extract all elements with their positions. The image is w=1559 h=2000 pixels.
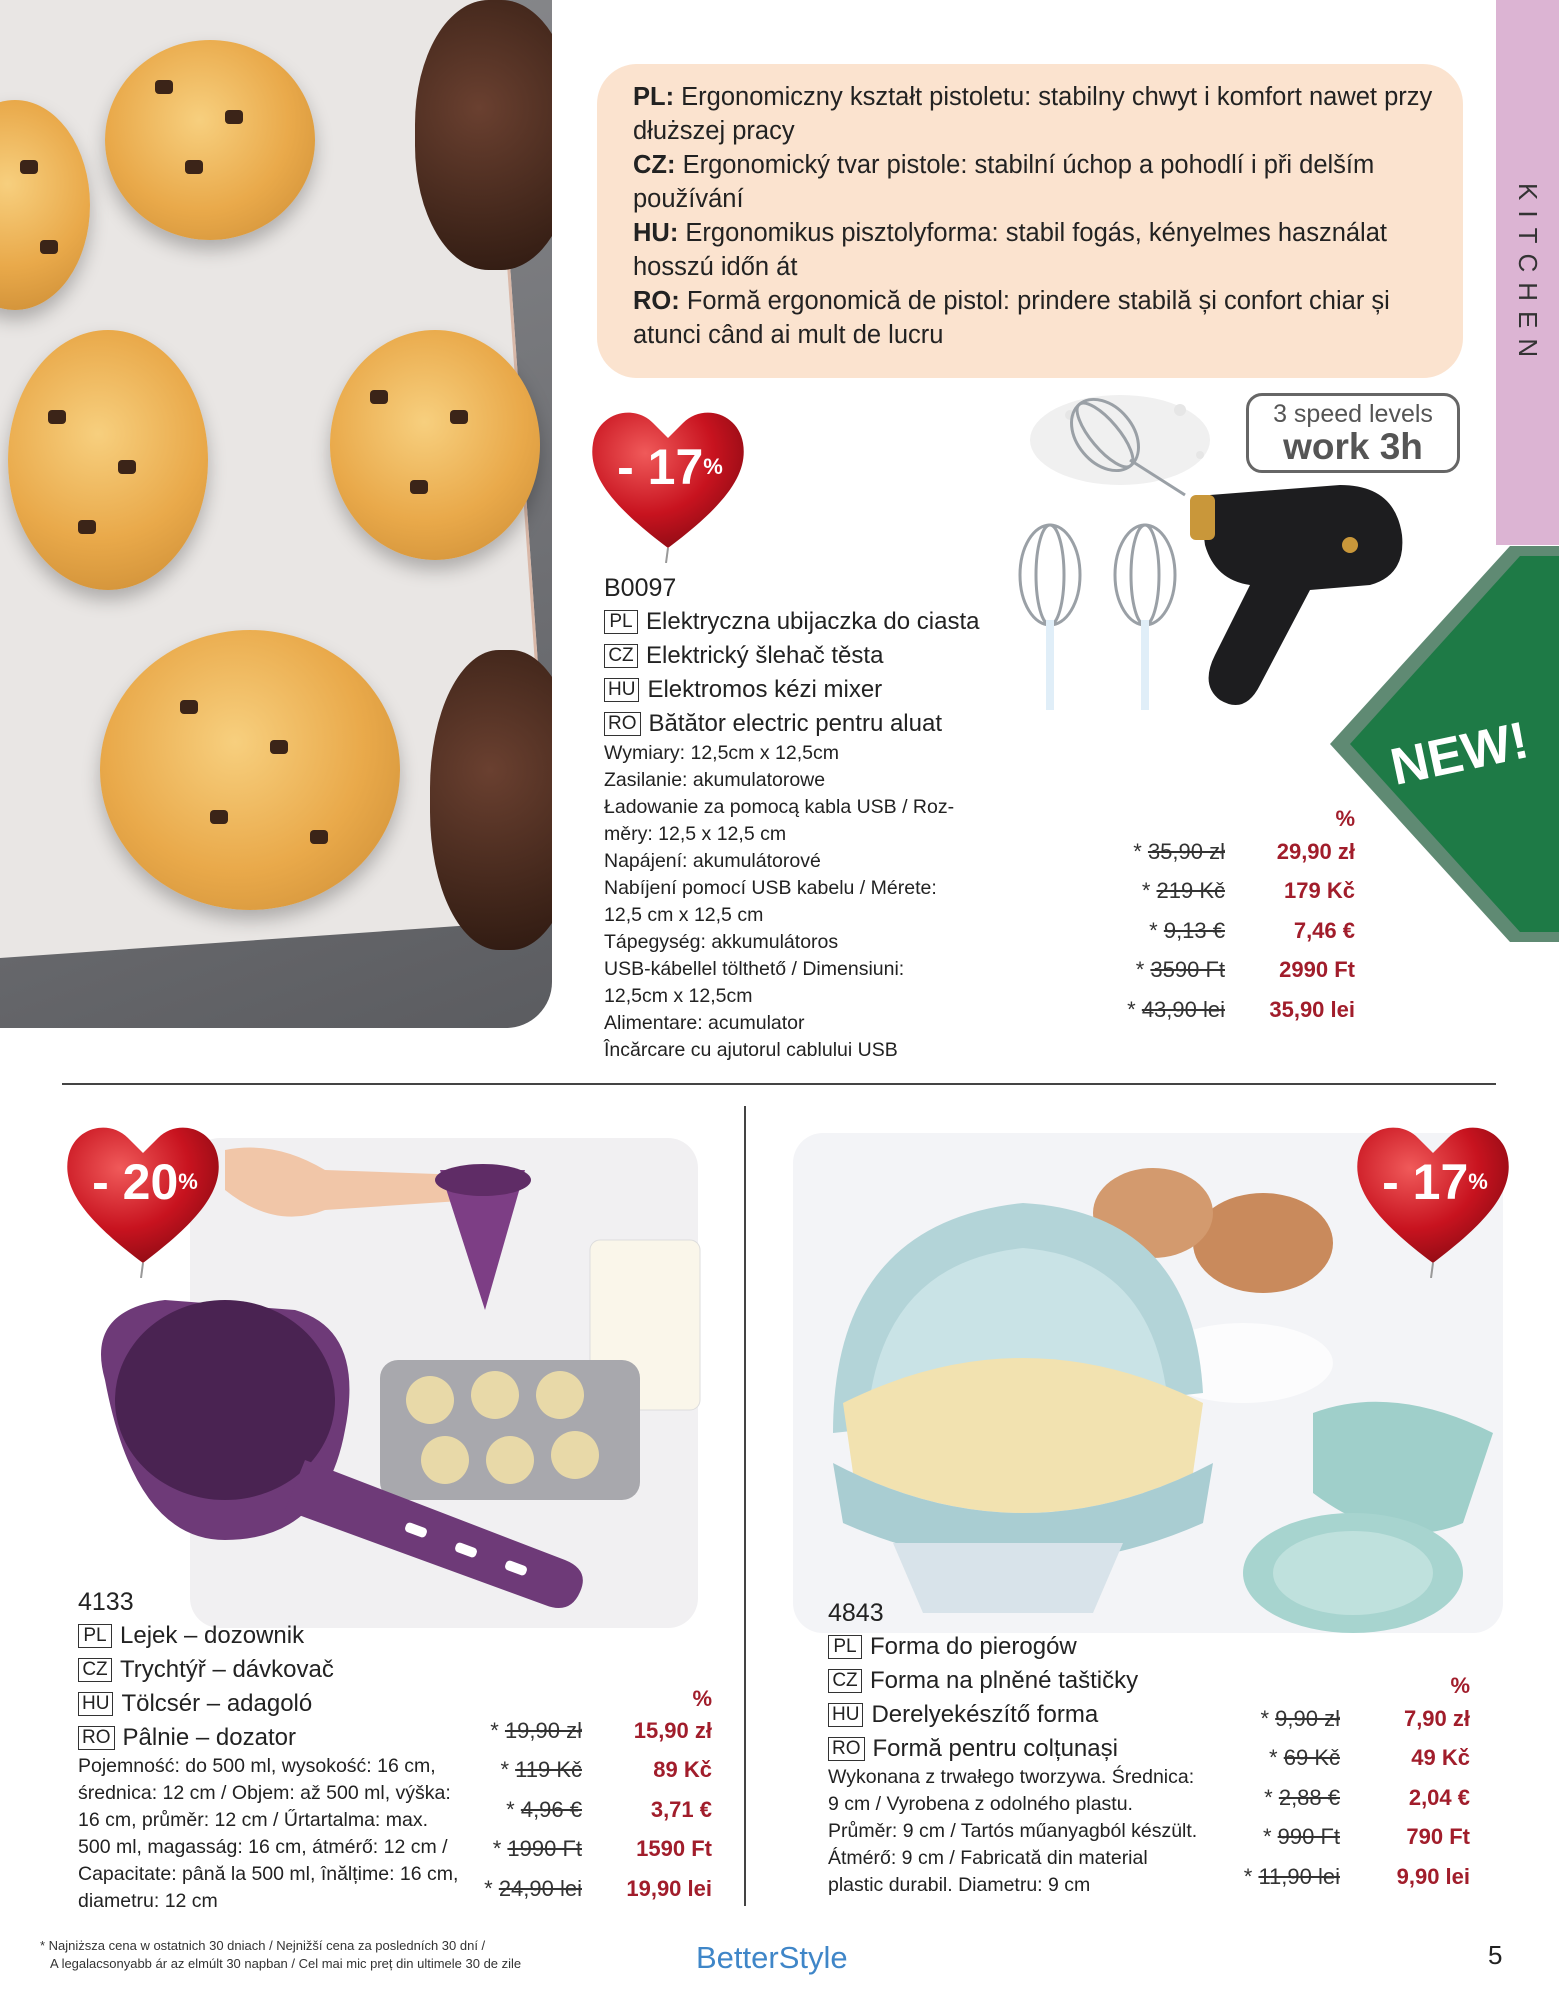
price-row-ron: * 11,90 lei 9,90 lei	[1243, 1863, 1470, 1889]
product-names	[78, 1619, 458, 1755]
product-name-cz: CZ Elektrický šlehač těsta	[604, 639, 1024, 673]
discount-label: - 17%	[617, 439, 723, 495]
discount-label: - 17%	[1382, 1154, 1488, 1210]
product-name-hu: HU Elektromos kézi mixer	[604, 673, 1024, 707]
product-name-ro: RO Pâlnie – dozator	[78, 1721, 458, 1755]
price-table	[1095, 832, 1355, 1030]
chocolate-muffin	[415, 0, 552, 270]
product-name-ro: RO Bătător electric pentru aluat	[604, 707, 1024, 741]
info-line-ro: RO: Formă ergonomică de pistol: prindere stabilă și confort chiar și atunci când ai mult de lucru	[633, 287, 1390, 349]
product-name-hu: HU Derelyekészítő forma	[828, 1698, 1228, 1732]
price-percent-header: %	[1335, 806, 1355, 831]
price-row-pln: * 19,90 zł 15,90 zł	[490, 1717, 712, 1743]
product-code: 4133	[78, 1588, 134, 1616]
electric-whisk-image	[1010, 385, 1430, 745]
price-row-huf: * 3590 Ft 2990 Ft	[1135, 957, 1355, 983]
price-row-eur: * 2,88 € 2,04 €	[1264, 1784, 1470, 1810]
info-line-hu: HU: Ergonomikus pisztolyforma: stabil fogás, kényelmes használat hosszú időn át	[633, 219, 1387, 281]
muffin	[100, 630, 400, 910]
price-row-czk: * 119 Kč 89 Kč	[500, 1757, 712, 1783]
product-names	[604, 605, 1024, 741]
section-divider	[62, 1083, 1496, 1085]
work-time-text: work 3h	[1283, 426, 1423, 467]
product-name-cz: CZ Forma na plněné taštičky	[828, 1664, 1228, 1698]
product-name-pl: PL Elektryczna ubijaczka do ciasta	[604, 605, 1024, 639]
info-line-pl: PL: Ergonomiczny kształt pistoletu: stabilny chwyt i komfort nawet przy dłuższej pracy	[633, 83, 1433, 145]
chocolate-muffin	[430, 650, 552, 950]
product-name-pl: PL Lejek – dozownik	[78, 1619, 458, 1653]
product-description: Wymiary: 12,5cm x 12,5cm Zasilanie: akumulatorowe Ładowanie za pomocą kabla USB / Roz- měry: 12,5 x 12,5 cm Napájení: akumulátorové Nabíjení pomocí USB kabelu / Mérete: 12,5 cm x 12,5 cm Tápegység: akkumulátoros USB-kábellel tölthető / Dimensiuni: 12,5cm x 12,5cm Alimentare: acumulator Încărcare cu ajutorul cablului USB	[604, 742, 955, 1061]
feature-info-text	[633, 80, 1433, 352]
price-row-czk: * 219 Kč 179 Kč	[1141, 878, 1355, 904]
product-description: Pojemność: do 500 ml, wysokość: 16 cm, średnica: 12 cm / Objem: až 500 ml, výška: 16 cm, průměr: 12 cm / Űrtartalma: max. 500 ml, magasság: 16 cm, átmérő: 12 cm / Capacitate: până la 500 ml, înălțime: 16 cm, diametru: 12 cm	[78, 1755, 459, 1912]
muffin	[105, 40, 315, 240]
price-row-ron: * 24,90 lei 19,90 lei	[484, 1875, 712, 1901]
new-badge-label: NEW!	[1385, 711, 1534, 797]
price-row-pln: * 9,90 zł 7,90 zł	[1260, 1705, 1470, 1731]
price-row-eur: * 9,13 € 7,46 €	[1149, 917, 1355, 943]
price-row-huf: * 1990 Ft 1590 Ft	[492, 1836, 712, 1862]
product-code: B0097	[604, 574, 677, 602]
column-divider	[744, 1106, 746, 1906]
speed-levels-text: 3 speed levels	[1273, 400, 1433, 428]
price-percent-header: %	[1450, 1673, 1470, 1698]
footnote: * Najniższa cena w ostatnich 30 dniach / Nejnižší cena za posledních 30 dní / A legalacsonyabb ár az elmúlt 30 napban / Cel mai mic preț din ultimele 30 de zile	[40, 1938, 522, 1971]
price-row-pln: * 35,90 zł 29,90 zł	[1133, 838, 1355, 864]
price-table	[1210, 1699, 1470, 1897]
price-row-eur: * 4,96 € 3,71 €	[506, 1796, 712, 1822]
product-name-ro: RO Formă pentru colțunași	[828, 1732, 1228, 1766]
product-names	[828, 1630, 1228, 1766]
muffin	[330, 330, 540, 560]
info-line-cz: CZ: Ergonomický tvar pistole: stabilní úchop a pohodlí i při delším používání	[633, 151, 1375, 213]
product-code: 4843	[828, 1599, 884, 1627]
price-row-huf: * 990 Ft 790 Ft	[1262, 1824, 1470, 1850]
product-name-pl: PL Forma do pierogów	[828, 1630, 1228, 1664]
kitchen-tab-label: KITCHEN	[1513, 182, 1543, 368]
price-percent-header: %	[692, 1686, 712, 1711]
brand-logo: BetterStyle	[696, 1940, 848, 1975]
product-name-cz: CZ Trychtýř – dávkovač	[78, 1653, 458, 1687]
page-number: 5	[1488, 1940, 1503, 1970]
muffin	[8, 330, 208, 590]
product-name-hu: HU Tölcsér – adagoló	[78, 1687, 458, 1721]
product-description: Wykonana z trwałego tworzywa. Średnica: 9 cm / Vyrobena z odolného plastu. Průměr: 9 cm / Tartós műanyagból készült. Átmérő: 9 cm / Fabricată din material plastic durabil. Diametru: 9 cm	[828, 1766, 1198, 1896]
muffins-photo	[0, 0, 552, 1028]
price-table	[452, 1711, 712, 1909]
price-row-ron: * 43,90 lei 35,90 lei	[1127, 996, 1355, 1022]
price-row-czk: * 69 Kč 49 Kč	[1269, 1745, 1470, 1771]
discount-label: - 20%	[92, 1154, 198, 1210]
